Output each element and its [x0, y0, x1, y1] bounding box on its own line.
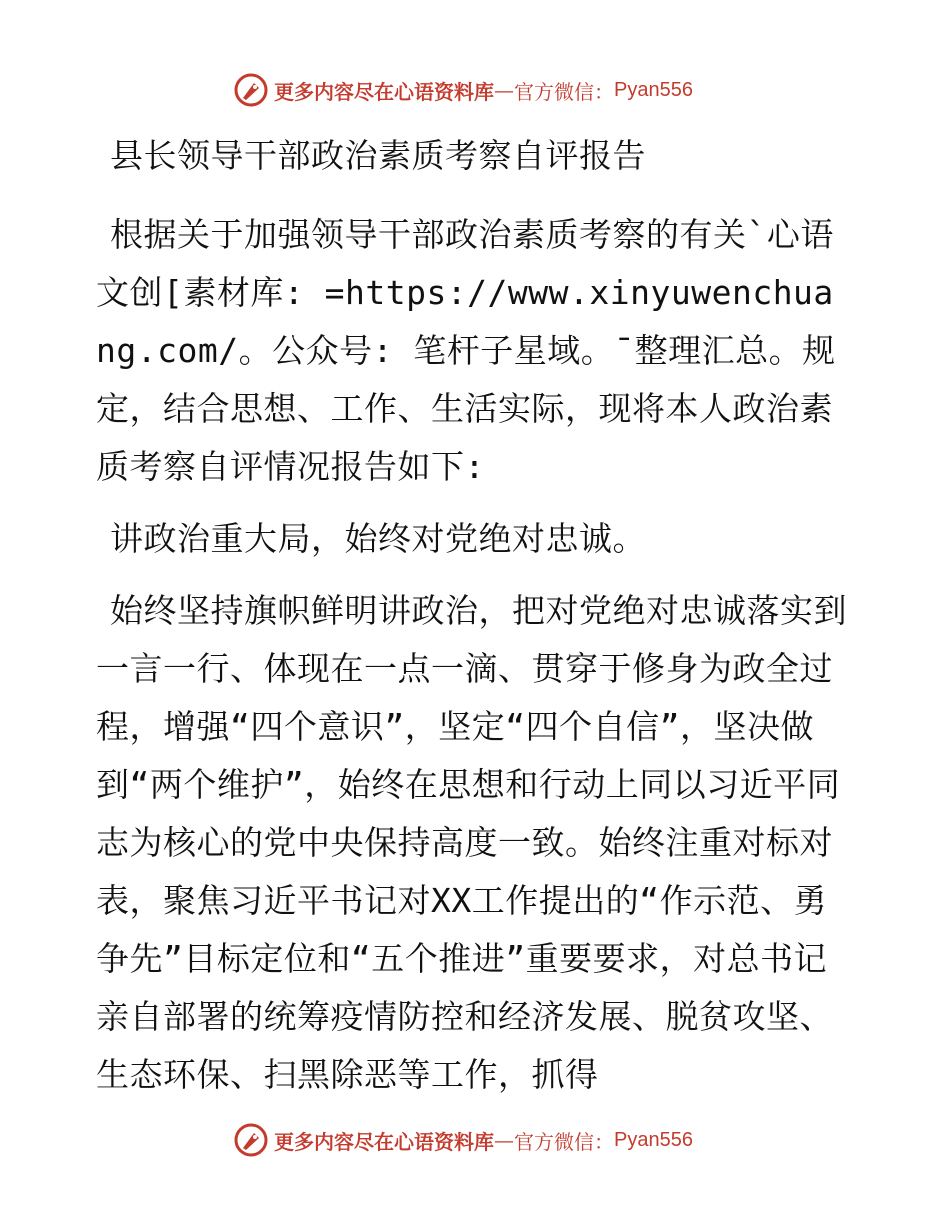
watermark-contact-id: Pyan556 — [614, 1128, 693, 1151]
watermark-contact-id: Pyan556 — [614, 78, 693, 101]
pen-nib-logo-icon — [234, 73, 268, 107]
paragraph-body: 始终坚持旗帜鲜明讲政治，把对党绝对忠诚落实到一言一行、体现在一点一滴、贯穿于修身为政全过程，增强“四个意识”，坚定“四个自信”，坚决做到“两个维护”，始终在思想和行动上同以习近平同志为核心的党中央保持高度一致。始终注重对标对表，聚焦习近平书记对XX工作提出的“作示范、勇争先”目标定位和“五个推进”重要要求，对总书记亲自部署的统筹疫情防控和经济发展、脱贫攻坚、生态环保、扫黑除恶等工作，抓得 — [96, 591, 847, 1094]
footer-watermark — [234, 1120, 693, 1160]
document-title: 县长领导干部政治素质考察自评报告 — [110, 136, 646, 175]
document-body — [96, 118, 850, 1104]
paragraph-intro: 根据关于加强领导干部政治素质考察的有关`心语文创[素材库: =https://www.xinyuwenchuang.com/。公众号: 笔杆子星域。¯整理汇总。规定，结合思想、工作、生活实际，现将本人政治素质考察自评情况报告如下: — [96, 215, 836, 486]
watermark-contact-label: 官方微信： — [514, 1129, 614, 1154]
section-heading: 讲政治重大局，始终对党绝对忠诚。 — [110, 519, 646, 558]
header-watermark — [234, 70, 693, 110]
pen-nib-logo-icon — [234, 1123, 268, 1157]
watermark-text: 更多内容尽在心语资料库 — [274, 79, 494, 104]
watermark-separator: — — [494, 1128, 514, 1152]
watermark-separator: — — [494, 78, 514, 102]
watermark-contact-label: 官方微信： — [514, 79, 614, 104]
watermark-text: 更多内容尽在心语资料库 — [274, 1129, 494, 1154]
